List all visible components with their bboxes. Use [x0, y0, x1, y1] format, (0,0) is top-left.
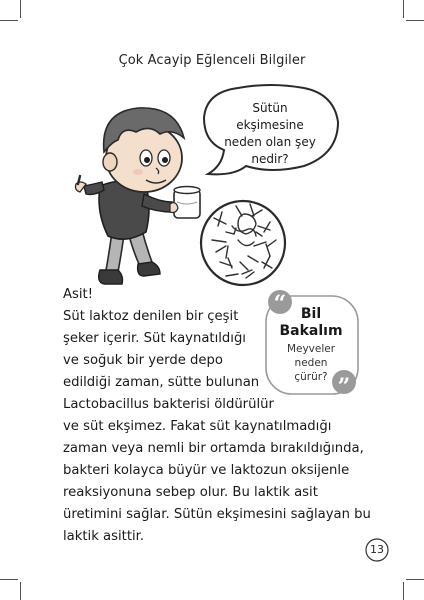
bubble-line: ekşimesine [236, 118, 304, 132]
bubble-line: Sütün [252, 101, 288, 115]
body-line: zaman veya nemli bir ortamda bırakıldığında, [63, 441, 364, 456]
body-line: üretimini sağlar. Sütün ekşimesini sağlayan bu [63, 507, 371, 522]
page-header-title: Çok Acayip Eğlenceli Bilgiler [118, 53, 306, 68]
body-line: Lactobacillus bakterisi öldürülür [63, 397, 274, 412]
milk-jar-icon [174, 187, 200, 219]
body-line: reaksiyonuna sebep olur. Bu laktik asit [63, 485, 318, 500]
side-box-text: çürür? [294, 371, 328, 383]
magnified-bacteria-circle [201, 201, 285, 285]
svg-text:”: ” [337, 374, 351, 400]
body-line: laktik asittir. [63, 529, 145, 544]
body-line: ve süt ekşimez. Fakat süt kaynatılmadığı [63, 419, 332, 434]
side-box-text: Meyveler [286, 343, 336, 355]
body-line: ve soğuk bir yerde depo [63, 353, 223, 368]
side-box-text: neden [294, 357, 328, 369]
bubble-line: neden olan şey [224, 135, 316, 149]
body-line: şeker içerir. Süt kaynatıldığı [63, 331, 246, 346]
side-box-title: Bakalım [279, 323, 343, 339]
side-box-title: Bil [300, 306, 322, 322]
body-line: bakteri kolayca büyür ve laktozun oksijenle [63, 463, 350, 478]
svg-text:“: “ [273, 291, 287, 317]
body-line: Asit! [63, 287, 94, 302]
body-line: edildiği zaman, sütte bulunan [63, 375, 260, 390]
page-number: 13 [370, 543, 384, 556]
body-line: Süt laktoz denilen bir çeşit [63, 309, 239, 324]
speech-bubble-text [214, 100, 326, 168]
bubble-line: nedir? [251, 152, 289, 166]
